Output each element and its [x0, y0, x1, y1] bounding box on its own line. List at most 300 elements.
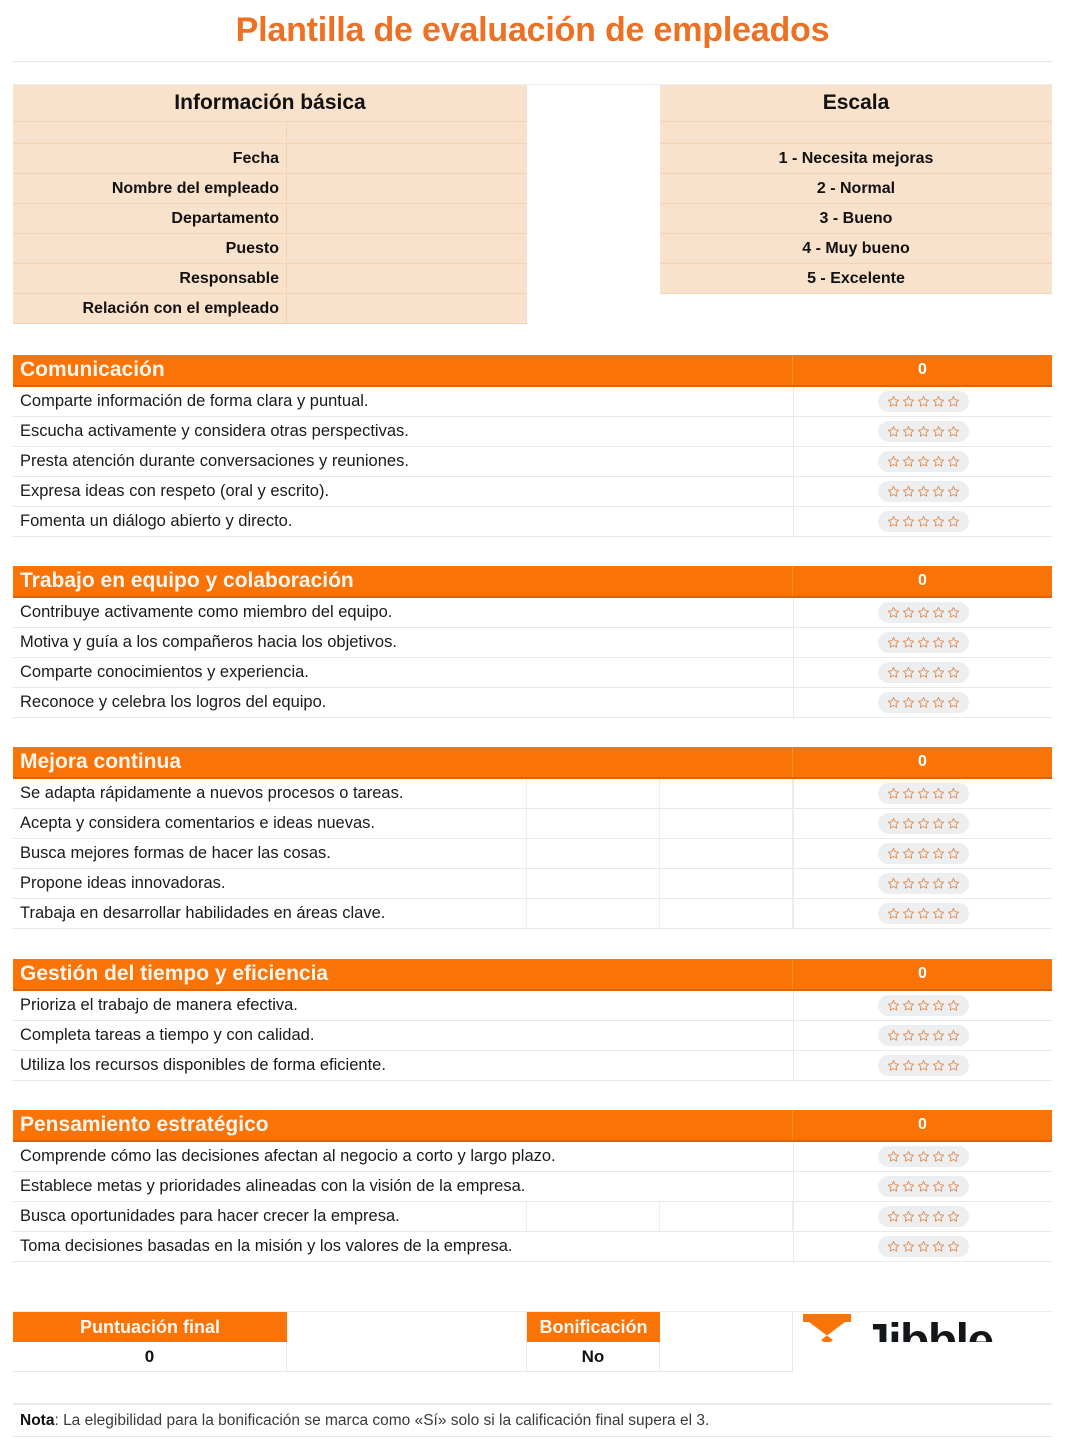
scale-table [660, 85, 1052, 294]
star-outline-icon[interactable] [917, 1180, 930, 1193]
field-input-responsable[interactable] [287, 264, 527, 293]
star-outline-icon[interactable] [932, 1240, 945, 1253]
star-outline-icon[interactable] [902, 395, 915, 408]
star-outline-icon[interactable] [887, 425, 900, 438]
note-row [13, 1404, 1052, 1437]
star-outline-icon[interactable] [947, 1210, 960, 1223]
criteria-spacer-cell-b [660, 628, 793, 657]
rating-cell[interactable] [793, 477, 1052, 506]
final-score-value: 0 [13, 1342, 287, 1372]
criteria-spacer-cell-a [527, 658, 660, 687]
criteria-row [13, 991, 1052, 1021]
star-outline-icon[interactable] [887, 1029, 900, 1042]
criteria-spacer-cell-a [527, 447, 660, 476]
star-outline-icon[interactable] [887, 1059, 900, 1072]
star-rating-widget[interactable] [878, 421, 969, 442]
criteria-spacer-cell-b [660, 658, 793, 687]
star-outline-icon[interactable] [917, 787, 930, 800]
criteria-spacer-cell-a [527, 417, 660, 446]
criteria-spacer-cell-b [660, 598, 793, 627]
star-outline-icon[interactable] [947, 636, 960, 649]
criteria-spacer-cell-b [660, 779, 793, 808]
field-input-fecha[interactable] [287, 144, 527, 173]
star-rating-widget[interactable] [878, 843, 969, 864]
star-outline-icon[interactable] [932, 696, 945, 709]
star-outline-icon[interactable] [887, 636, 900, 649]
star-outline-icon[interactable] [932, 999, 945, 1012]
star-outline-icon[interactable] [902, 787, 915, 800]
criteria-spacer-cell-a [527, 688, 660, 717]
basic-info-row-responsable [13, 264, 527, 294]
criteria-spacer-cell-b [660, 1202, 793, 1231]
star-outline-icon[interactable] [947, 1059, 960, 1072]
criteria-spacer-cell-b [660, 507, 793, 536]
star-outline-icon[interactable] [917, 1210, 930, 1223]
star-outline-icon[interactable] [917, 666, 930, 679]
star-outline-icon[interactable] [917, 999, 930, 1012]
criteria-spacer-cell-b [660, 1021, 793, 1050]
criteria-spacer-cell-a [527, 869, 660, 898]
star-outline-icon[interactable] [917, 907, 930, 920]
field-input-puesto[interactable] [287, 234, 527, 263]
rating-cell[interactable] [793, 658, 1052, 687]
criteria-text: Toma decisiones basadas en la misión y los valores de la empresa. [20, 1237, 513, 1255]
footer-spacer-row-2 [13, 1372, 1052, 1404]
star-outline-icon[interactable] [947, 847, 960, 860]
criteria-text: Expresa ideas con respeto (oral y escrito). [20, 482, 330, 500]
field-label-departamento: Departamento [13, 204, 287, 233]
star-outline-icon[interactable] [887, 395, 900, 408]
star-outline-icon[interactable] [887, 455, 900, 468]
star-outline-icon[interactable] [902, 1150, 915, 1163]
criteria-spacer-cell-b [660, 839, 793, 868]
criteria-row [13, 1202, 1052, 1232]
footer-value-gap-2 [660, 1342, 793, 1372]
star-outline-icon[interactable] [902, 847, 915, 860]
criteria-text: Utiliza los recursos disponibles de forma eficiente. [20, 1056, 386, 1074]
note-text: : La elegibilidad para la bonificación se marca como «Sí» solo si la calificación final supera el 3. [54, 1411, 710, 1429]
star-rating-widget[interactable] [878, 995, 969, 1016]
rating-cell[interactable] [793, 1021, 1052, 1050]
star-outline-icon[interactable] [932, 395, 945, 408]
star-rating-widget[interactable] [878, 391, 969, 412]
scale-header [660, 85, 1052, 122]
star-rating-widget[interactable] [878, 1206, 969, 1227]
star-rating-widget[interactable] [878, 692, 969, 713]
field-label-responsable: Responsable [13, 264, 287, 293]
star-outline-icon[interactable] [947, 666, 960, 679]
star-outline-icon[interactable] [932, 817, 945, 830]
star-outline-icon[interactable] [947, 1150, 960, 1163]
criteria-text: Establece metas y prioridades alineadas con la visión de la empresa. [20, 1177, 526, 1195]
rating-cell[interactable] [793, 1172, 1052, 1201]
criteria-spacer-cell-b [660, 477, 793, 506]
scale-level-5: 5 - Excelente [660, 264, 1052, 294]
criteria-spacer-cell-b [660, 688, 793, 717]
criteria-row [13, 447, 1052, 477]
star-outline-icon[interactable] [947, 395, 960, 408]
criteria-row [13, 628, 1052, 658]
criteria-row [13, 779, 1052, 809]
star-outline-icon[interactable] [932, 606, 945, 619]
star-outline-icon[interactable] [932, 1059, 945, 1072]
star-outline-icon[interactable] [887, 907, 900, 920]
criteria-spacer-cell-b [660, 991, 793, 1020]
basic-info-row-departamento [13, 204, 527, 234]
star-rating-widget[interactable] [878, 602, 969, 623]
title-spacer-row [13, 62, 1052, 85]
star-outline-icon[interactable] [902, 696, 915, 709]
criteria-row [13, 417, 1052, 447]
criteria-text: Reconoce y celebra los logros del equipo. [20, 693, 327, 711]
star-outline-icon[interactable] [947, 515, 960, 528]
star-outline-icon[interactable] [887, 787, 900, 800]
criteria-text: Comparte información de forma clara y puntual. [20, 392, 369, 410]
footer-gap-cell-2 [660, 1312, 793, 1342]
rating-cell[interactable] [793, 598, 1052, 627]
criteria-spacer-cell-a [527, 387, 660, 416]
star-outline-icon[interactable] [947, 696, 960, 709]
rating-cell[interactable] [793, 417, 1052, 446]
basic-info-blank-row [13, 122, 527, 144]
star-outline-icon[interactable] [887, 999, 900, 1012]
rating-cell[interactable] [793, 839, 1052, 868]
star-outline-icon[interactable] [932, 787, 945, 800]
star-outline-icon[interactable] [947, 425, 960, 438]
criteria-row [13, 1142, 1052, 1172]
criteria-spacer-cell-a [527, 1172, 660, 1201]
star-rating-widget[interactable] [878, 903, 969, 924]
criteria-spacer-cell-a [527, 899, 660, 928]
section-score: 0 [918, 753, 927, 770]
star-outline-icon[interactable] [932, 636, 945, 649]
scale-level-1: 1 - Necesita mejoras [660, 144, 1052, 174]
criteria-row [13, 1172, 1052, 1202]
criteria-text: Acepta y considera comentarios e ideas nuevas. [13, 809, 527, 838]
footer-value-gap-1 [287, 1342, 527, 1372]
star-rating-widget[interactable] [878, 783, 969, 804]
section-score: 0 [918, 572, 927, 589]
criteria-row [13, 1051, 1052, 1081]
scale-level-4: 4 - Muy bueno [660, 234, 1052, 264]
star-outline-icon[interactable] [887, 1240, 900, 1253]
criteria-spacer-cell-b [660, 1232, 793, 1261]
star-outline-icon[interactable] [902, 907, 915, 920]
star-outline-icon[interactable] [917, 696, 930, 709]
section-header [13, 1110, 1052, 1142]
basic-info-row-fecha [13, 144, 527, 174]
section-score: 0 [918, 361, 927, 378]
blank-value-cell [287, 122, 527, 143]
criteria-row [13, 869, 1052, 899]
criteria-row [13, 1232, 1052, 1262]
star-outline-icon[interactable] [932, 1150, 945, 1163]
star-outline-icon[interactable] [917, 847, 930, 860]
star-outline-icon[interactable] [947, 787, 960, 800]
criteria-text: Completa tareas a tiempo y con calidad. [20, 1026, 315, 1044]
star-rating-widget[interactable] [878, 813, 969, 834]
star-outline-icon[interactable] [932, 455, 945, 468]
section-header [13, 747, 1052, 779]
star-outline-icon[interactable] [887, 1150, 900, 1163]
star-outline-icon[interactable] [917, 1029, 930, 1042]
basic-info-row-relacion [13, 294, 527, 324]
rating-cell[interactable] [793, 1232, 1052, 1261]
star-outline-icon[interactable] [947, 877, 960, 890]
star-rating-widget[interactable] [878, 1025, 969, 1046]
star-outline-icon[interactable] [902, 1029, 915, 1042]
star-outline-icon[interactable] [917, 1059, 930, 1072]
star-outline-icon[interactable] [947, 485, 960, 498]
star-outline-icon[interactable] [902, 999, 915, 1012]
section-title: Comunicación [13, 355, 793, 385]
criteria-section [13, 355, 1052, 537]
star-outline-icon[interactable] [917, 425, 930, 438]
star-outline-icon[interactable] [902, 1240, 915, 1253]
criteria-spacer-cell-b [660, 387, 793, 416]
criteria-row [13, 1021, 1052, 1051]
rating-cell[interactable] [793, 991, 1052, 1020]
criteria-spacer-cell-a [527, 507, 660, 536]
criteria-text: Comparte conocimientos y experiencia. [20, 663, 309, 681]
scale-level-2: 2 - Normal [660, 174, 1052, 204]
star-outline-icon[interactable] [932, 907, 945, 920]
criteria-section [13, 1110, 1052, 1262]
star-outline-icon[interactable] [902, 425, 915, 438]
criteria-spacer-cell-b [660, 899, 793, 928]
star-outline-icon[interactable] [932, 485, 945, 498]
field-input-departamento[interactable] [287, 204, 527, 233]
criteria-section [13, 566, 1052, 718]
section-title: Gestión del tiempo y eficiencia [13, 959, 793, 989]
criteria-row [13, 387, 1052, 417]
page-title: Plantilla de evaluación de empleados [235, 11, 830, 49]
criteria-spacer-cell-b [660, 1172, 793, 1201]
star-rating-widget[interactable] [878, 662, 969, 683]
section-header [13, 355, 1052, 387]
field-label-puesto: Puesto [13, 234, 287, 263]
rating-cell[interactable] [793, 1051, 1052, 1080]
rating-cell[interactable] [793, 387, 1052, 416]
star-outline-icon[interactable] [917, 877, 930, 890]
criteria-spacer-cell-a [527, 1232, 660, 1261]
star-outline-icon[interactable] [902, 606, 915, 619]
scale-level-3: 3 - Bueno [660, 204, 1052, 234]
criteria-spacer-cell-a [527, 991, 660, 1020]
criteria-spacer-cell-b [660, 417, 793, 446]
basic-info-table [13, 85, 527, 324]
criteria-spacer-cell-a [527, 1021, 660, 1050]
criteria-spacer-cell-a [527, 1202, 660, 1231]
star-outline-icon[interactable] [947, 907, 960, 920]
criteria-spacer-cell-b [660, 1142, 793, 1171]
bonus-label: Bonificación [527, 1312, 660, 1342]
star-outline-icon[interactable] [932, 847, 945, 860]
blank-label-cell [13, 122, 287, 143]
page-title-row [13, 0, 1052, 62]
criteria-text: Escucha activamente y considera otras perspectivas. [20, 422, 409, 440]
rating-cell[interactable] [793, 1202, 1052, 1231]
criteria-text: Fomenta un diálogo abierto y directo. [20, 512, 293, 530]
criteria-spacer-cell-a [527, 809, 660, 838]
field-label-relacion: Relación con el empleado [13, 294, 287, 323]
criteria-spacer-cell-a [527, 779, 660, 808]
star-rating-widget[interactable] [878, 632, 969, 653]
criteria-row [13, 477, 1052, 507]
criteria-text: Trabaja en desarrollar habilidades en áreas clave. [13, 899, 527, 928]
section-header [13, 959, 1052, 991]
star-outline-icon[interactable] [917, 636, 930, 649]
criteria-section [13, 959, 1052, 1081]
star-outline-icon[interactable] [932, 515, 945, 528]
criteria-spacer-cell-a [527, 1051, 660, 1080]
star-outline-icon[interactable] [902, 666, 915, 679]
star-outline-icon[interactable] [932, 425, 945, 438]
scale-blank-row [660, 122, 1052, 144]
basic-info-row-puesto [13, 234, 527, 264]
rating-cell[interactable] [793, 809, 1052, 838]
star-outline-icon[interactable] [902, 515, 915, 528]
field-input-nombre[interactable] [287, 174, 527, 203]
bonus-value: No [527, 1342, 660, 1372]
star-outline-icon[interactable] [902, 1059, 915, 1072]
star-outline-icon[interactable] [947, 1180, 960, 1193]
star-rating-widget[interactable] [878, 873, 969, 894]
star-outline-icon[interactable] [932, 877, 945, 890]
criteria-row [13, 899, 1052, 929]
criteria-text: Motiva y guía a los compañeros hacia los objetivos. [20, 633, 397, 651]
criteria-row [13, 507, 1052, 537]
star-outline-icon[interactable] [917, 1150, 930, 1163]
star-outline-icon[interactable] [887, 666, 900, 679]
footer-value-gap-3 [793, 1342, 1052, 1372]
criteria-spacer-cell-b [660, 869, 793, 898]
star-outline-icon[interactable] [932, 1180, 945, 1193]
star-outline-icon[interactable] [902, 817, 915, 830]
rating-cell[interactable] [793, 507, 1052, 536]
star-outline-icon[interactable] [887, 515, 900, 528]
field-label-nombre: Nombre del empleado [13, 174, 287, 203]
criteria-row [13, 658, 1052, 688]
footer-value-band [13, 1342, 1052, 1372]
star-outline-icon[interactable] [887, 606, 900, 619]
criteria-spacer-cell-a [527, 628, 660, 657]
star-outline-icon[interactable] [887, 1210, 900, 1223]
criteria-spacer-cell-a [527, 598, 660, 627]
rating-cell[interactable] [793, 899, 1052, 928]
star-outline-icon[interactable] [887, 696, 900, 709]
criteria-text: Busca oportunidades para hacer crecer la empresa. [13, 1202, 527, 1231]
criteria-spacer-cell-a [527, 1142, 660, 1171]
star-outline-icon[interactable] [917, 1240, 930, 1253]
star-outline-icon[interactable] [917, 455, 930, 468]
criteria-text: Prioriza el trabajo de manera efectiva. [20, 996, 298, 1014]
star-outline-icon[interactable] [932, 1029, 945, 1042]
criteria-spacer-cell-a [527, 839, 660, 868]
rating-cell[interactable] [793, 1142, 1052, 1171]
criteria-row [13, 839, 1052, 869]
section-header [13, 566, 1052, 598]
star-outline-icon[interactable] [917, 817, 930, 830]
star-rating-widget[interactable] [878, 1236, 969, 1257]
criteria-spacer-cell-b [660, 447, 793, 476]
criteria-section [13, 747, 1052, 929]
star-outline-icon[interactable] [917, 606, 930, 619]
criteria-spacer-cell-a [527, 477, 660, 506]
star-outline-icon[interactable] [902, 485, 915, 498]
final-score-label: Puntuación final [13, 1312, 287, 1342]
star-outline-icon[interactable] [887, 485, 900, 498]
rating-cell[interactable] [793, 688, 1052, 717]
star-outline-icon[interactable] [917, 395, 930, 408]
star-rating-widget[interactable] [878, 1055, 969, 1076]
star-rating-widget[interactable] [878, 1176, 969, 1197]
section-title: Mejora continua [13, 747, 793, 777]
criteria-text: Se adapta rápidamente a nuevos procesos o tareas. [13, 779, 527, 808]
rating-cell[interactable] [793, 628, 1052, 657]
star-outline-icon[interactable] [887, 1180, 900, 1193]
star-outline-icon[interactable] [917, 485, 930, 498]
star-outline-icon[interactable] [902, 877, 915, 890]
section-score: 0 [918, 1116, 927, 1133]
star-rating-widget[interactable] [878, 451, 969, 472]
criteria-row [13, 809, 1052, 839]
star-outline-icon[interactable] [947, 1240, 960, 1253]
star-outline-icon[interactable] [902, 1210, 915, 1223]
star-outline-icon[interactable] [887, 847, 900, 860]
section-title: Pensamiento estratégico [13, 1110, 793, 1140]
star-outline-icon[interactable] [947, 1029, 960, 1042]
field-input-relacion[interactable] [287, 294, 527, 323]
star-outline-icon[interactable] [887, 817, 900, 830]
basic-info-row-nombre [13, 174, 527, 204]
criteria-row [13, 598, 1052, 628]
field-label-fecha: Fecha [13, 144, 287, 173]
criteria-text: Contribuye activamente como miembro del equipo. [20, 603, 393, 621]
star-rating-widget[interactable] [878, 481, 969, 502]
star-outline-icon[interactable] [947, 606, 960, 619]
star-outline-icon[interactable] [902, 455, 915, 468]
star-rating-widget[interactable] [878, 1146, 969, 1167]
star-rating-widget[interactable] [878, 511, 969, 532]
footer-spacer-row [13, 1281, 1052, 1312]
star-outline-icon[interactable] [902, 1180, 915, 1193]
star-outline-icon[interactable] [917, 515, 930, 528]
star-outline-icon[interactable] [887, 877, 900, 890]
criteria-row [13, 688, 1052, 718]
star-outline-icon[interactable] [947, 817, 960, 830]
star-outline-icon[interactable] [947, 455, 960, 468]
star-outline-icon[interactable] [947, 999, 960, 1012]
section-title: Trabajo en equipo y colaboración [13, 566, 793, 596]
star-outline-icon[interactable] [932, 666, 945, 679]
star-outline-icon[interactable] [932, 1210, 945, 1223]
basic-info-header [13, 85, 527, 122]
criteria-text: Comprende cómo las decisiones afectan al negocio a corto y largo plazo. [20, 1147, 556, 1165]
scale-header-label: Escala [822, 91, 890, 114]
criteria-text: Presta atención durante conversaciones y reuniones. [20, 452, 409, 470]
criteria-spacer-cell-b [660, 809, 793, 838]
rating-cell[interactable] [793, 447, 1052, 476]
note-bold-label: Nota [20, 1411, 55, 1429]
star-outline-icon[interactable] [902, 636, 915, 649]
rating-cell[interactable] [793, 779, 1052, 808]
basic-info-header-label: Información básica [174, 91, 366, 114]
rating-cell[interactable] [793, 869, 1052, 898]
footer-gap-cell-1 [287, 1312, 527, 1342]
section-score: 0 [918, 965, 927, 982]
criteria-text: Propone ideas innovadoras. [13, 869, 527, 898]
